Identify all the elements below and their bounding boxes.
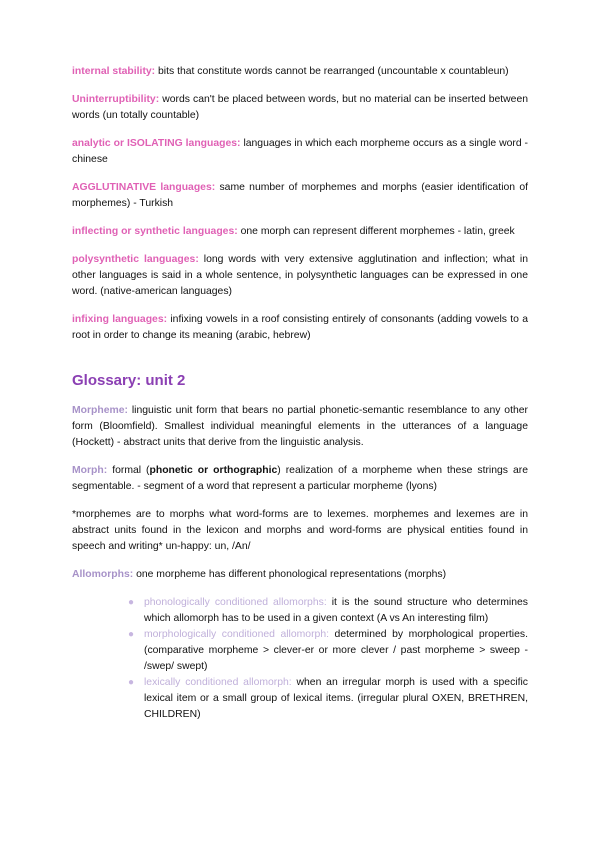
definition-uninterruptibility (72, 92, 528, 124)
definition-text: same number of morphemes and morphs (easier identification of morphemes) - Turkish (72, 182, 528, 209)
document-page (72, 64, 528, 723)
definition-morpheme (72, 403, 528, 451)
definition-text: long words with very extensive agglutination and inflection; what in other languages is said in a whole sentence, in polysynthetic languages can be expressed in one word. (native-american languages) (72, 254, 528, 297)
list-item (128, 627, 528, 675)
term-label: lexically conditioned allomorph: (144, 677, 292, 688)
list-item (128, 595, 528, 627)
definition-polysynthetic-languages (72, 252, 528, 300)
definition-text-post: ) realization of a morpheme when these strings are segmentable. - segment of a word that represent a particular morpheme (lyons) (72, 465, 529, 492)
definition-text: languages in which each morpheme occurs as a single word - chinese (72, 138, 528, 165)
definition-isolating-languages (72, 136, 528, 168)
definition-text: one morpheme has different phonological representations (morphs) (133, 569, 447, 580)
definition-internal-stability (72, 64, 528, 80)
bullet-icon: ● (128, 629, 135, 640)
bullet-icon: ● (128, 597, 135, 608)
term-label: analytic or ISOLATING languages: (72, 138, 241, 149)
definition-text: determined by morphological properties. (comparative morpheme > clever-er or more clever / past morpheme > sweep - /swep/ swept) (144, 629, 528, 672)
definition-text-pre: formal ( (107, 465, 150, 476)
definition-agglutinative-languages (72, 180, 528, 212)
bullet-icon: ● (128, 677, 135, 688)
term-label: Uninterruptibility: (72, 94, 160, 105)
term-label: Allomorphs: (72, 569, 134, 580)
definition-text: infixing vowels in a roof consisting entirely of consonants (adding vowels to a root in order to change its meaning (arabic, hebrew) (72, 314, 528, 341)
definition-inflecting-languages (72, 224, 528, 240)
definition-text: one morph can represent different morphemes - latin, greek (237, 226, 515, 237)
list-item (128, 675, 528, 723)
note-paragraph: *morphemes are to morphs what word-forms are to lexemes. morphemes and lexemes are in abstract units found in the lexicon and morphs and word-forms are physical entities found in speech and writing* un-happy: un, /An/ (72, 509, 528, 552)
term-label: morphologically conditioned allomorph: (144, 629, 329, 640)
definition-allomorphs (72, 567, 528, 583)
definition-infixing-languages (72, 312, 528, 344)
term-label: polysynthetic languages: (72, 254, 199, 265)
definition-emphasis: phonetic or orthographic (149, 465, 278, 476)
definition-text: when an irregular morph is used with a specific lexical item or a small group of lexical items. (irregular plural OXEN, BRETHREN, CHILDREN) (144, 677, 528, 720)
term-label: internal stability: (72, 66, 156, 77)
term-label: AGGLUTINATIVE languages: (72, 182, 216, 193)
term-label: Morpheme: (72, 405, 128, 416)
definition-text: it is the sound structure who determines which allomorph has to be used in a given context (A vs An interesting film) (144, 597, 528, 624)
term-label: inflecting or synthetic languages: (72, 226, 238, 237)
term-label: infixing languages: (72, 314, 168, 325)
section-heading: Glossary: unit 2 (72, 372, 186, 389)
allomorph-list (72, 595, 528, 723)
definition-text: words can't be placed between words, but no material can be inserted between words (un totally countable) (72, 94, 528, 121)
term-label: phonologically conditioned allomorphs: (144, 597, 327, 608)
term-label: Morph: (72, 465, 108, 476)
definition-text: linguistic unit form that bears no partial phonetic-semantic resemblance to any other form (Bloomfield). Smallest individual meaningful elements in the utterances of a language (Hockett) - abstract units that derive from the linguistic analysis. (72, 405, 528, 448)
definition-text: bits that constitute words cannot be rearranged (uncountable x countableun) (155, 66, 509, 77)
definition-morph (72, 463, 528, 495)
